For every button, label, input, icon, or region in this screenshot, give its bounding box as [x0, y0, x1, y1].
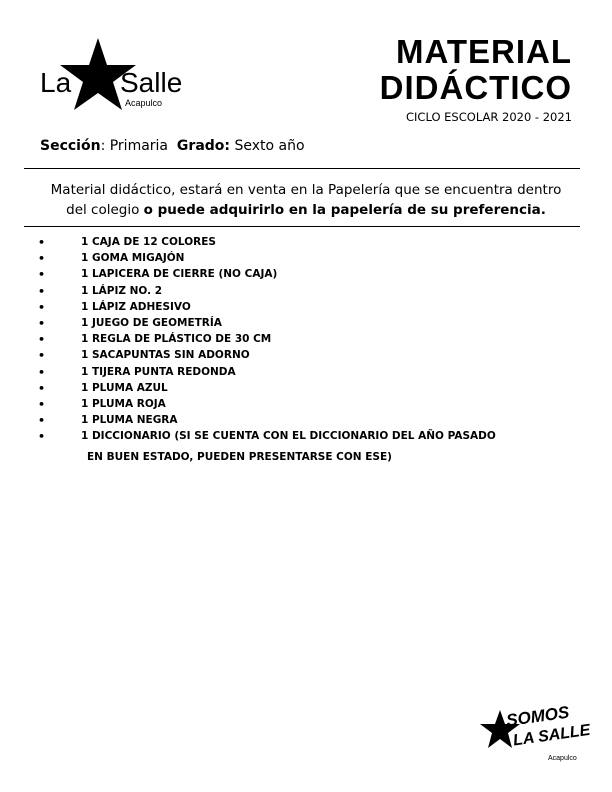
svg-text:LA SALLE: LA SALLE	[512, 721, 592, 750]
svg-text:Acapulco: Acapulco	[548, 755, 577, 762]
grade-label: Grado:	[176, 138, 231, 154]
list-item: • 1 SACAPUNTAS SIN ADORNO	[38, 349, 250, 363]
la-salle-logo	[40, 36, 200, 116]
list-item: • 1 PLUMA AZUL	[38, 381, 168, 395]
title-block	[380, 34, 572, 124]
grade-value: Sexto año	[234, 138, 305, 154]
list-item: • 1 DICCIONARIO (SI SE CUENTA CON EL DICCIONARIO DEL AÑO PASADO	[38, 430, 496, 444]
notice-text	[40, 180, 572, 220]
list-item: • 1 LÁPIZ ADHESIVO	[38, 300, 191, 314]
notice-regular: Material didáctico, estará en venta en la Papelería que se encuentra dentro del colegio	[50, 182, 562, 218]
materials-list	[0, 236, 612, 446]
section-grade	[40, 138, 305, 154]
list-item: • 1 REGLA DE PLÁSTICO DE 30 CM	[38, 333, 272, 347]
title-line-2: DIDÁCTICO	[379, 69, 572, 106]
divider-bottom	[24, 226, 580, 227]
list-item: • 1 PLUMA ROJA	[38, 397, 166, 411]
section-label: Sección	[40, 138, 101, 154]
list-item: • 1 PLUMA NEGRA	[38, 414, 178, 428]
svg-text:Salle: Salle	[120, 67, 183, 98]
logo-subtitle: Acapulco	[125, 98, 163, 108]
logo-wordmark	[40, 36, 200, 116]
school-cycle: CICLO ESCOLAR 2020 - 2021	[406, 110, 572, 124]
svg-text:La: La	[40, 67, 72, 98]
footer-wordmark	[478, 700, 592, 766]
divider-top	[24, 168, 580, 169]
svg-text:SOMOS: SOMOS	[505, 702, 571, 731]
list-item: • 1 CAJA DE 12 COLORES	[38, 236, 216, 249]
list-item-continuation: EN BUEN ESTADO, PUEDEN PRESENTARSE CON ESE)	[87, 451, 392, 463]
title-line-1: MATERIAL	[395, 33, 572, 70]
list-item: • 1 LAPICERA DE CIERRE (NO CAJA)	[38, 268, 278, 282]
notice-bold: o puede adquirirlo en la papelería de su preferencia.	[143, 202, 546, 218]
list-item: • 1 LÁPIZ NO. 2	[38, 284, 163, 298]
list-item: • 1 GOMA MIGAJÓN	[38, 252, 185, 266]
somos-la-salle-logo	[478, 700, 592, 766]
section-value: : Primaria	[100, 138, 169, 154]
list-item: • 1 JUEGO DE GEOMETRÍA	[38, 316, 222, 330]
list-item: • 1 TIJERA PUNTA REDONDA	[38, 365, 236, 379]
